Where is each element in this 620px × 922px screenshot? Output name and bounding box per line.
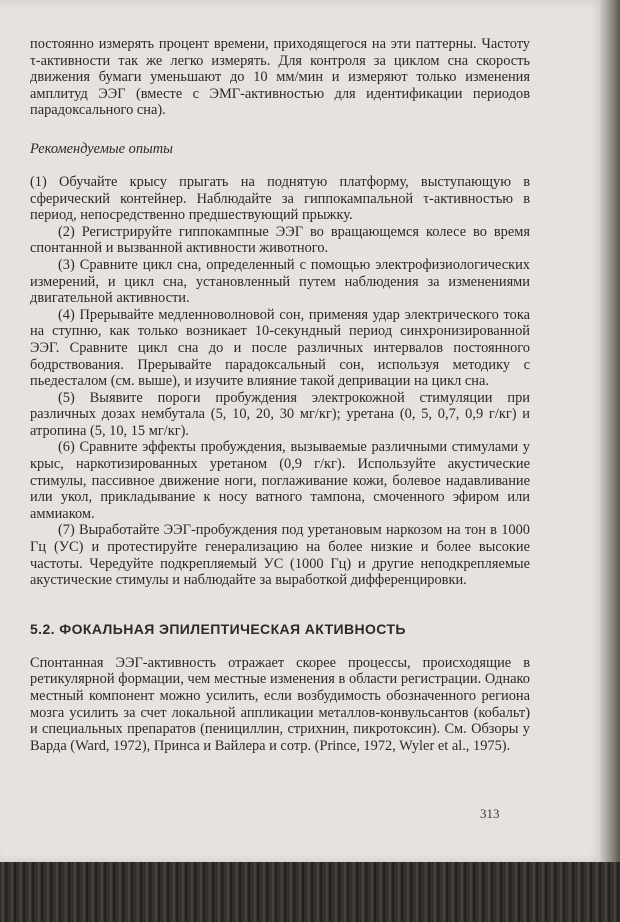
experiment-6: (6) Сравните эффекты пробуждения, вызываемые различными стимулами у крыс, наркотизированных уретаном (0,9 г/кг). Используйте акустические стимулы, пассивное движение ноги, поглаживание кожи, болевое надавливание или укол, прикладывание к носу ватного тампона, смоченного эфиром или аммиаком.: [30, 439, 530, 522]
experiment-7: (7) Выработайте ЭЭГ-пробуждения под уретановым наркозом на тон в 1000 Гц (УС) и протестируйте генерализацию на более низкие и более высокие частоты. Чередуйте подкрепляемый УС (1000 Гц) и другие неподкрепляемые акустические стимулы и наблюдайте за выработкой дифференцировки.: [30, 522, 530, 589]
experiment-1: (1) Обучайте крысу прыгать на поднятую платформу, выступающую в сферический контейнер. Наблюдайте за гиппокампальной τ-активностью в период, непосредственно предшествующий прыжку.: [30, 173, 530, 224]
section-title: 5.2. ФОКАЛЬНАЯ ЭПИЛЕПТИЧЕСКАЯ АКТИВНОСТЬ: [30, 620, 406, 637]
scan-bottom-edge: [0, 862, 620, 922]
experiment-5: (5) Выявите пороги пробуждения электрокожной стимуляции при различных дозах нембутала (5, 10, 20, 30 мг/кг); уретана (0, 5, 0,7, 0,9 г/кг) и атропина (5, 10, 15 мг/кг).: [30, 389, 530, 439]
intro-paragraph: постоянно измерять процент времени, приходящегося на эти паттерны. Частоту τ-активности так же легко измерять. Для контроля за циклом сна скорость движения бумаги уменьшают до 10 мм/мин и измеряют только изменения амплитуд ЭЭГ (вместе с ЭМГ-активностью для идентификации периодов парадоксального сна).: [30, 36, 530, 119]
page-edge-shadow: [600, 0, 620, 862]
experiment-4: (4) Прерывайте медленноволновой сон, применяя удар электрического тока на ступню, как только возникает 10-секундный период синхронизированной ЭЭГ. Сравните цикл сна до и после различных интервалов постоянного бодрствования. Прерывайте парадоксальный сон, используя методику с пьедесталом (см. выше), и изучите влияние такой депривации на цикл сна.: [30, 306, 530, 390]
page-number: 313: [480, 806, 500, 821]
section-paragraph: Спонтанная ЭЭГ-активность отражает скорее процессы, происходящие в ретикулярной формации, чем местные изменения в области регистрации. Однако местный компонент можно усилить, если возбудимость обозначенного региона мозга усилить за счет локальной аппликации металлов-конвульсантов (кобальт) и специальных препаратов (пенициллин, стрихнин, пикротоксин). См. Обзоры у Варда (Ward, 1972), Принса и Вайлера и сотр. (Prince, 1972, Wyler et al., 1975).: [30, 654, 530, 754]
experiment-2: (2) Регистрируйте гиппокампные ЭЭГ во вращающемся колесе во время спонтанной и вызванной активности животного.: [30, 223, 530, 257]
page-content: [30, 36, 530, 754]
experiment-3: (3) Сравните цикл сна, определенный с помощью электрофизиологических измерений, и цикл сна, установленный путем наблюдения за изменениями двигательной активности.: [30, 256, 530, 307]
experiments-heading: Рекомендуемые опыты: [30, 140, 173, 157]
